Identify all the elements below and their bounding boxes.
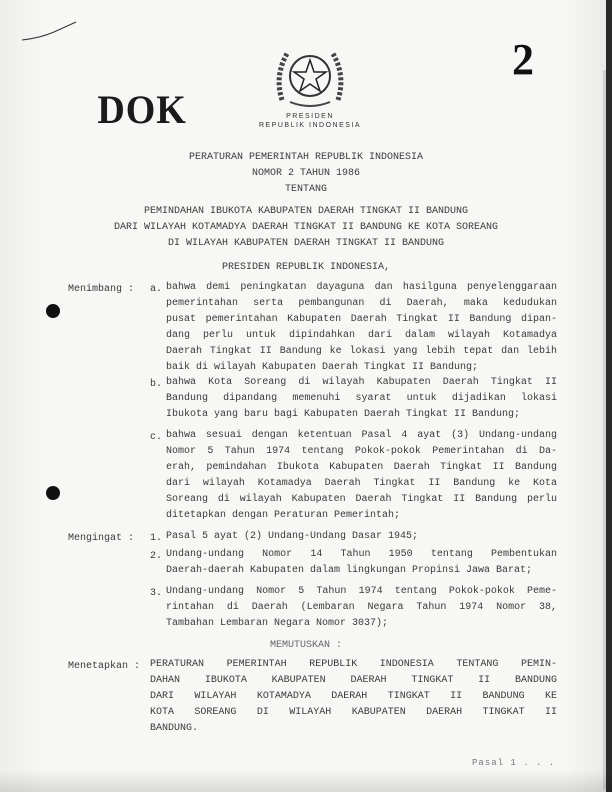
text-line: Tambahan Lembaran Negara Nomor 3037);	[166, 618, 389, 629]
text-line: dari wilayah Kotamadya Daerah Tingkat II Bandung ke Kota	[166, 478, 557, 489]
text-line: Daerah Tingkat II Bandung ke lokasi yang lebih tepat dan lebih	[166, 346, 557, 357]
text-line: Pasal 5 ayat (2) Undang-Undang Dasar 1945;	[166, 531, 419, 542]
text-line: DARI WILAYAH KOTAMADYA DAERAH TINGKAT II BANDUNG KE	[150, 691, 557, 702]
list-marker: a.	[150, 284, 163, 295]
text-line: rintahan di Daerah (Lembaran Negara Tahun 1974 Nomor 38,	[166, 602, 557, 613]
list-marker: 3.	[150, 588, 163, 599]
text-line: DAHAN IBUKOTA KABUPATEN DAERAH TINGKAT II BANDUNG	[150, 675, 557, 686]
text-line: Daerah-daerah Kabupaten dalam lingkungan Propinsi Jawa Barat;	[166, 565, 533, 576]
text-line: BANDUNG.	[150, 723, 199, 734]
list-item	[166, 529, 557, 545]
regulation-subject-line: DI WILAYAH KABUPATEN DAERAH TINGKAT II BANDUNG	[167, 238, 445, 249]
text-line: bahwa Kota Soreang di wilayah Kabupaten Daerah Tingkat II	[166, 377, 557, 388]
text-line: PERATURAN PEMERINTAH REPUBLIK INDONESIA TENTANG PEMIN-	[150, 659, 557, 670]
list-marker: 2.	[150, 551, 163, 562]
list-item	[166, 428, 557, 524]
text-line: baik di wilayah Kabupaten Daerah Tingkat II Bandung;	[166, 362, 479, 373]
text-line: ditetapkan dengan Peraturan Pemerintah;	[166, 510, 401, 521]
text-line: Undang-undang Nomor 14 Tahun 1950 tentang Pembentukan	[166, 549, 557, 560]
list-item	[166, 280, 557, 376]
text-line: bahwa demi peningkatan dayaguna dan hasilguna penyelenggaraan	[166, 282, 557, 293]
list-marker: b.	[150, 379, 163, 390]
regulation-title: PERATURAN PEMERINTAH REPUBLIK INDONESIA	[188, 152, 424, 163]
text-line: pemerintahan serta pembangunan di Daerah, maka kedudukan	[166, 298, 557, 309]
text-line: Nomor 5 Tahun 1974 tentang Pokok-pokok Pemerintahan di Da-	[166, 446, 557, 457]
menimbang-label: Menimbang :	[68, 284, 135, 295]
punch-hole	[46, 304, 60, 318]
memutuskan-heading: MEMUTUSKAN :	[269, 640, 342, 651]
regulation-number: NOMOR 2 TAHUN 1986	[251, 168, 361, 179]
emblem-caption	[210, 112, 410, 130]
dok-stamp: DOK	[97, 87, 187, 132]
text-line: Bandung dipandang memenuhi syarat untuk dijadikan lokasi	[166, 393, 557, 404]
regulation-tentang: TENTANG	[284, 184, 327, 195]
page-number: 2	[512, 35, 534, 84]
menetapkan-label: Menetapkan :	[68, 661, 141, 672]
list-item	[166, 584, 557, 632]
emblem-caption-line: REPUBLIK INDONESIA	[258, 122, 362, 129]
scan-bottom-shadow	[0, 770, 612, 792]
text-line: pusat pemerintahan Kabupaten Daerah Tingkat II Bandung dipan-	[166, 314, 557, 325]
pen-mark-icon	[20, 18, 90, 48]
text-line: erah, pemindahan Ibukota Kabupaten Daerah Tingkat II Bandung	[166, 462, 557, 473]
garuda-emblem-icon	[270, 40, 350, 110]
text-line: Ibukota yang baru bagi Kabupaten Daerah Tingkat II Bandung;	[166, 409, 521, 420]
text-line: Undang-undang Nomor 5 Tahun 1974 tentang Pokok-pokok Peme-	[166, 586, 557, 597]
punch-hole	[46, 486, 60, 500]
emblem-caption-line: PRESIDEN	[286, 113, 334, 120]
president-heading: PRESIDEN REPUBLIK INDONESIA,	[221, 262, 391, 273]
list-item	[166, 547, 557, 579]
mengingat-label: Mengingat :	[68, 533, 135, 544]
regulation-subject-line: PEMINDAHAN IBUKOTA KABUPATEN DAERAH TINGKAT II BANDUNG	[143, 206, 469, 217]
regulation-subject-line: DARI WILAYAH KOTAMADYA DAERAH TINGKAT II BANDUNG KE KOTA SOREANG	[113, 222, 499, 233]
scan-edge	[606, 0, 612, 792]
menetapkan-text	[150, 657, 557, 737]
text-line: KOTA SOREANG DI WILAYAH KABUPATEN DAERAH TINGKAT II	[150, 707, 557, 718]
list-marker: c.	[150, 432, 163, 443]
text-line: Soreang di wilayah Kabupaten Daerah Tingkat II Bandung perlu	[166, 494, 557, 505]
text-line: bahwa sesuai dengan ketentuan Pasal 4 ayat (3) Undang-undang	[166, 430, 557, 441]
continuation-note: Pasal 1 . . .	[472, 758, 556, 768]
list-item	[166, 375, 557, 423]
text-line: dang perlu untuk dipindahkan dari dalam wilayah Kotamadya	[166, 330, 557, 341]
list-marker: 1.	[150, 533, 163, 544]
